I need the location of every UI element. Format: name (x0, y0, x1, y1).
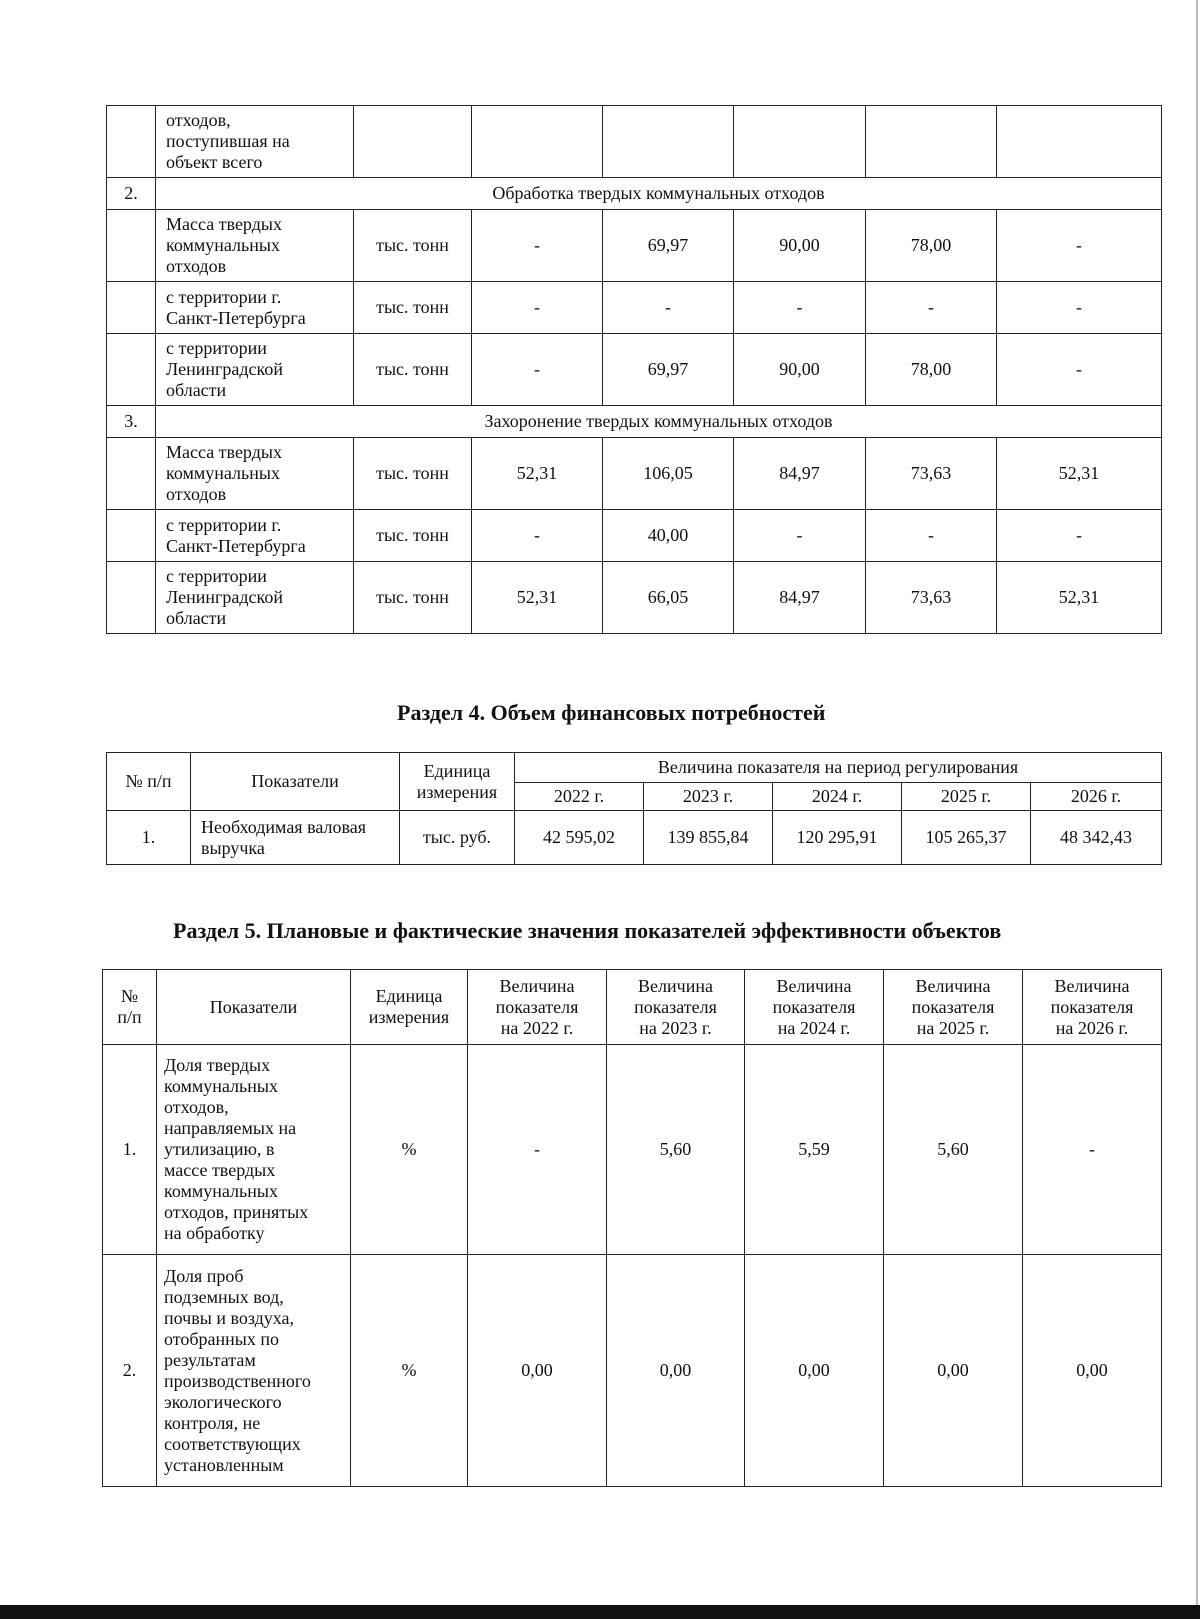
row-label: с территории г. Санкт-Петербурга (156, 282, 354, 334)
header-year: 2024 г. (773, 783, 902, 811)
value-cell: 40,00 (603, 510, 734, 562)
table-row (107, 106, 1162, 178)
value-cell: 73,63 (866, 438, 997, 510)
header-year: 2023 г. (644, 783, 773, 811)
header-year: Величина показателя на 2022 г. (468, 970, 607, 1045)
value-cell: - (603, 282, 734, 334)
value-cell: 139 855,84 (644, 811, 773, 865)
row-label: Масса твердых коммунальных отходов (156, 438, 354, 510)
value-cell: 90,00 (734, 210, 866, 282)
value-cell: - (472, 282, 603, 334)
unit-cell: тыс. тонн (354, 510, 472, 562)
waste-volume-table (106, 105, 1162, 634)
header-year: Величина показателя на 2023 г. (607, 970, 745, 1045)
value-cell: - (472, 334, 603, 406)
row-label: отходов, поступившая на объект всего (156, 106, 354, 178)
header-unit: Единица измерения (400, 753, 515, 811)
value-cell: 69,97 (603, 334, 734, 406)
value-cell: 78,00 (866, 334, 997, 406)
scan-bottom-border (0, 1605, 1200, 1619)
header-year: 2022 г. (515, 783, 644, 811)
header-num: № п/п (107, 753, 191, 811)
section-header-row (107, 406, 1162, 438)
header-indicator: Показатели (157, 970, 351, 1045)
table-row (103, 1255, 1162, 1487)
header-num: № п/п (103, 970, 157, 1045)
value-cell: - (734, 282, 866, 334)
value-cell: 105 265,37 (902, 811, 1031, 865)
value-cell: 84,97 (734, 438, 866, 510)
value-cell: - (1023, 1045, 1162, 1255)
section-header-row (107, 178, 1162, 210)
section5-title: Раздел 5. Плановые и фактические значения показателей эффективности объектов (173, 918, 1002, 943)
value-cell: 5,59 (745, 1045, 884, 1255)
row-label: Доля проб подземных вод, почвы и воздуха, отобранных по результатам производственного экологического контроля, не соответствующих установленным (157, 1255, 351, 1487)
table-row (107, 438, 1162, 510)
header-row (107, 753, 1162, 783)
value-cell: 0,00 (884, 1255, 1023, 1487)
header-year: 2026 г. (1031, 783, 1162, 811)
value-cell: - (734, 510, 866, 562)
value-cell: - (997, 210, 1162, 282)
unit-cell: тыс. тонн (354, 562, 472, 634)
row-num: 2. (103, 1255, 157, 1487)
row-label: Масса твердых коммунальных отходов (156, 210, 354, 282)
row-num: 1. (103, 1045, 157, 1255)
value-cell: 66,05 (603, 562, 734, 634)
value-cell: - (997, 282, 1162, 334)
section-number: 3. (107, 406, 156, 438)
efficiency-indicators-table (102, 969, 1162, 1487)
header-unit: Единица измерения (351, 970, 468, 1045)
row-num: 1. (107, 811, 191, 865)
unit-cell: тыс. тонн (354, 438, 472, 510)
value-cell: 69,97 (603, 210, 734, 282)
value-cell: 120 295,91 (773, 811, 902, 865)
value-cell: 0,00 (468, 1255, 607, 1487)
row-label: с территории г. Санкт-Петербурга (156, 510, 354, 562)
value-cell: - (866, 282, 997, 334)
unit-cell: тыс. руб. (400, 811, 515, 865)
value-cell: 84,97 (734, 562, 866, 634)
table-row (107, 282, 1162, 334)
table-row (107, 811, 1162, 865)
value-cell: 0,00 (607, 1255, 745, 1487)
unit-cell: % (351, 1045, 468, 1255)
unit-cell: тыс. тонн (354, 334, 472, 406)
value-cell: 52,31 (997, 562, 1162, 634)
value-cell: 48 342,43 (1031, 811, 1162, 865)
value-cell: - (472, 510, 603, 562)
table-row (107, 562, 1162, 634)
section-title: Обработка твердых коммунальных отходов (156, 178, 1162, 210)
header-year: 2025 г. (902, 783, 1031, 811)
value-cell: 52,31 (472, 562, 603, 634)
table-row (107, 334, 1162, 406)
value-cell: 73,63 (866, 562, 997, 634)
value-cell: - (468, 1045, 607, 1255)
financial-needs-table (106, 752, 1162, 865)
row-label: с территории Ленинградской области (156, 562, 354, 634)
section-number: 2. (107, 178, 156, 210)
table-row (107, 210, 1162, 282)
table-row (103, 1045, 1162, 1255)
value-cell: - (472, 210, 603, 282)
unit-cell: % (351, 1255, 468, 1487)
row-label: Доля твердых коммунальных отходов, направляемых на утилизацию, в массе твердых коммунальных отходов, принятых на обработку (157, 1045, 351, 1255)
unit-cell: тыс. тонн (354, 210, 472, 282)
value-cell: 5,60 (607, 1045, 745, 1255)
value-cell: - (866, 510, 997, 562)
header-year: Величина показателя на 2024 г. (745, 970, 884, 1045)
header-period: Величина показателя на период регулирования (515, 753, 1162, 783)
value-cell: 78,00 (866, 210, 997, 282)
value-cell: - (997, 334, 1162, 406)
value-cell: 42 595,02 (515, 811, 644, 865)
scan-edge (1196, 0, 1198, 1605)
unit-cell: тыс. тонн (354, 282, 472, 334)
section-title: Захоронение твердых коммунальных отходов (156, 406, 1162, 438)
row-label: Необходимая валовая выручка (191, 811, 400, 865)
header-year: Величина показателя на 2025 г. (884, 970, 1023, 1045)
section4-title: Раздел 4. Объем финансовых потребностей (397, 700, 826, 725)
header-year: Величина показателя на 2026 г. (1023, 970, 1162, 1045)
table-row (107, 510, 1162, 562)
value-cell: 5,60 (884, 1045, 1023, 1255)
value-cell: 0,00 (1023, 1255, 1162, 1487)
value-cell: 90,00 (734, 334, 866, 406)
row-label: с территории Ленинградской области (156, 334, 354, 406)
value-cell: 0,00 (745, 1255, 884, 1487)
value-cell: 52,31 (472, 438, 603, 510)
header-indicator: Показатели (191, 753, 400, 811)
value-cell: 52,31 (997, 438, 1162, 510)
header-row (103, 970, 1162, 1045)
value-cell: - (997, 510, 1162, 562)
value-cell: 106,05 (603, 438, 734, 510)
